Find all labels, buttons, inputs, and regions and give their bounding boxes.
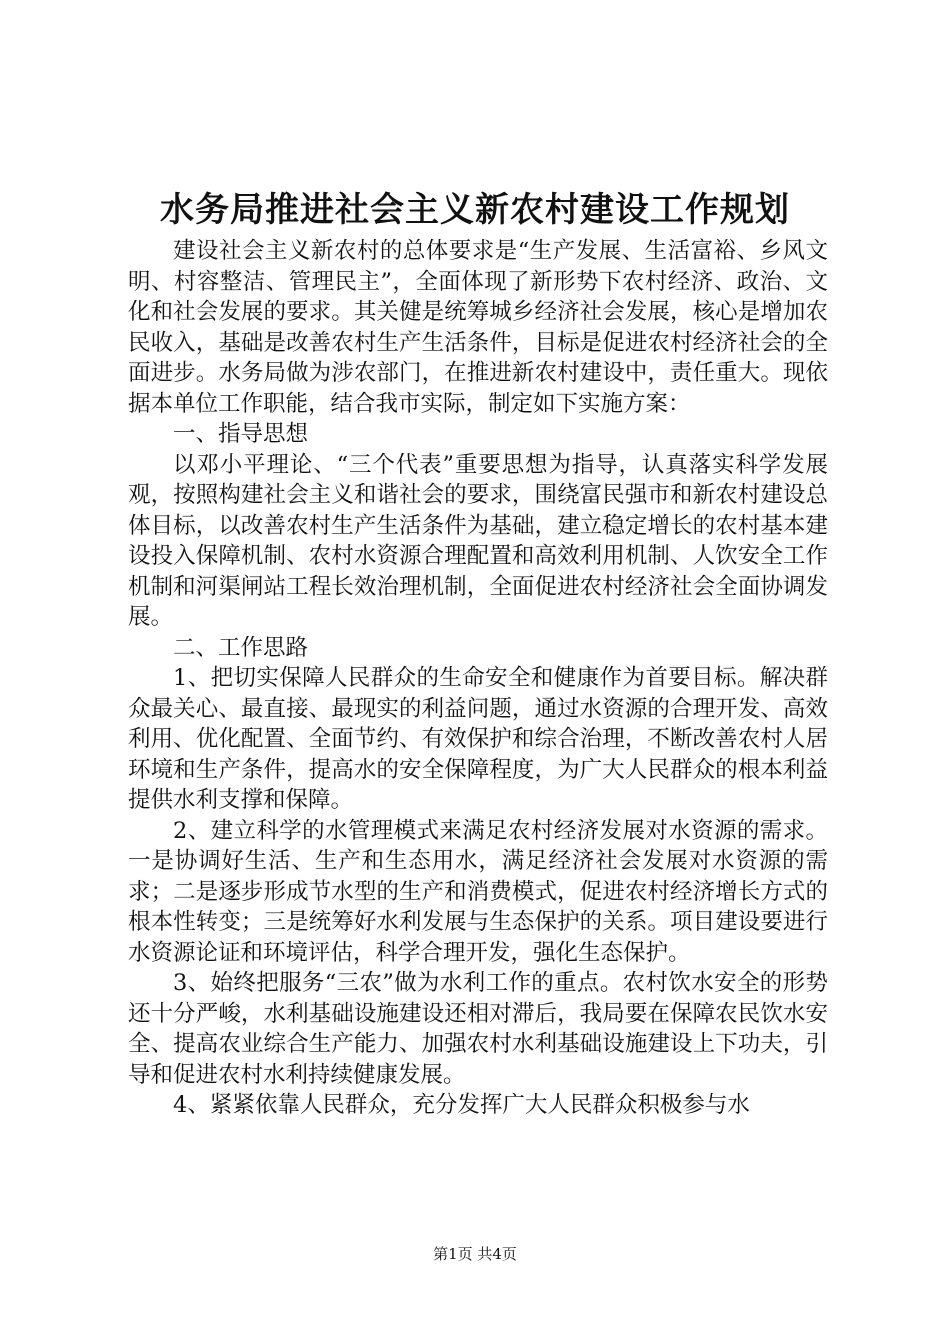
section-heading-work-approach: 二、工作思路 — [173, 634, 309, 661]
paragraph-item-4: 4、紧紧依靠人民群众，充分发挥广大人民群众积极参与水 — [173, 1092, 750, 1118]
document-title: 水务局推进社会主义新农村建设工作规划 — [160, 190, 790, 230]
section-heading-guiding-ideology: 一、指导思想 — [173, 421, 309, 447]
paragraph-guiding-ideology: 以邓小平理论、“三个代表”重要思想为指导，认真落实科学发展观，按照构建社会主义和谐社会的要求，围绕富民强市和新农村建设总体目标，以改善农村生产生活条件为基础，建立稳定增长的农村基本建设投入保障机制、农村水资源合理配置和高效利用机制、人饮安全工作机制和河渠闸站工程长效治理机制，全面促进农村经济社会全面协调发展。 — [128, 451, 828, 630]
document-body — [128, 236, 828, 1121]
paragraph-item-3: 3、始终把服务“三农”做为水利工作的重点。农村饮水安全的形势还十分严峻，水利基础设施建设还相对滞后，我局要在保障农民饮水安全、提高农业综合生产能力、加强农村水利基础设施建设上下功夫，引导和促进农村水利持续健康发展。 — [128, 970, 828, 1088]
page-footer: 第1页 共4页 — [433, 1245, 517, 1263]
paragraph-item-2: 2、建立科学的水管理模式来满足农村经济发展对水资源的需求。一是协调好生活、生产和生态用水，满足经济社会发展对水资源的需求；二是逐步形成节水型的生产和消费模式，促进农村经济增长方式的根本性转变；三是统筹好水利发展与生态保护的关系。项目建设要进行水资源论证和环境评估，科学合理开发，强化生态保护。 — [128, 817, 828, 966]
paragraph-item-1: 1、把切实保障人民群众的生命安全和健康作为首要目标。解决群众最关心、最直接、最现实的利益问题，通过水资源的合理开发、高效利用、优化配置、全面节约、有效保护和综合治理，不断改善农村人居环境和生产条件，提高水的安全保障程度，为广大人民群众的根本利益提供水利支撑和保障。 — [128, 665, 828, 813]
paragraph-intro: 建设社会主义新农村的总体要求是“生产发展、生活富裕、乡风文明、村容整洁、管理民主”，全面体现了新形势下农村经济、政治、文化和社会发展的要求。其关健是统筹城乡经济社会发展，核心是增加农民收入，基础是改善农村生产生活条件，目标是促进农村经济社会的全面进步。水务局做为涉农部门，在推进新农村建设中，责任重大。现依据本单位工作职能，结合我市实际，制定如下实施方案： — [128, 238, 828, 417]
